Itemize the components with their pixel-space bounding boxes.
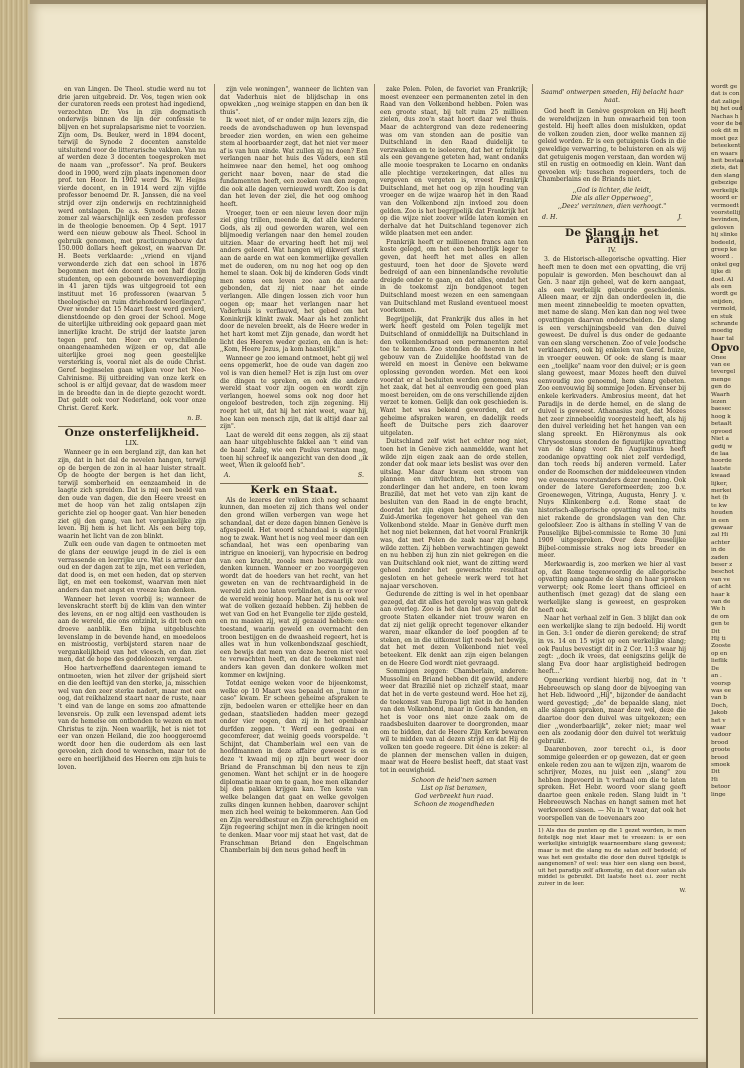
paragraph: Hoe hartverheffend daarentegen iemand te ontmoeten, wien het zilver der grijsheid siert en die den leeftijd van den sterke, ja, misschien wel van den zeer sterke nadert, maar met een oog, dat reikhalzend staart naar de ruste, naar 't eind van de lange en soms zoo afmattende levensreis. Op zulk een levenspad ademt iets van de hemelse om ontbonden te wezen en met Christus te zijn. Neen waarlijk, het is niet tot eer van onzen Heiland, die zoo hooggeroemd wordt door hen die ouderdom als een last gevoelen, zich dood te wenschen, maar tot de eere en heerlijkheid des Heeren om zijn huis te loven. [58,664,206,771]
paragraph: Ik weet niet, of er onder mijn lezers zijn, die reeds de avondschaduwen op hun levenspad breeder zien worden, en wien een geheime stem al hoorbaarder zegt, dat het niet ver meer af is van hun einde. Wat zullen zij nu doen? Een verlangen naar het huis des Vaders, een stil heimwee naar den hemel, het oog omhoog gericht naar boven, naar de stad die fundamenten heeft, een zoeken van den zegen, die ook alle dagen vernieuwd wordt. Zoo is dat dan het leven der ziel, die het oog omhoog heeft. [220,117,368,208]
column-2 [220,86,368,856]
column-rule [374,84,375,1014]
article-heading-kerk-en-staat: Kerk en Staat. [220,483,368,495]
paragraph: Daarenboven, zoor terecht o.i., is door sommige geleerden er op gewezen, dat er geen enkele reden zou aan te wijzen zijn, waarom de schrijver, Mozes, nu juist een ,,slang" zou hebben ingevoerd in 't verhaal om die te laten spreken. Het Hebr. woord voor slang geeft daartoe geen enkele reden. Slang luidt in 't Hebreeuwsch Nachas en hangt samen met het werkwoord sissen. — Nu in 't waar, dat ook het voorspellen van de toevenaars zoo [538,746,686,822]
adjacent-page-text: wordt ge dat is con dat zalige bij het oud Nachas h voor de be ook dit m moet gez beteekent en waars heit bestaa ziets, dat den slang gebezige werkelijk woord er vermoedt voorstellij bevinden, geloven hij slinke bodeeld, greep ke woord . onkel geg lijke di doel. Al als een wordt ge snijden, vermold, en stuk schrande moedig haar tal Opvo Onee van ee tevergel menge gen do Waarh lezen baesec hoog k betaalt opvoed Niet a gedij w de laa hoorde laatste kwaad lijker, merkei het (b te kw houden in een gewaar zal Hi achter in de zaden beser z beschot van ve of acht haar k van de We h de om gen te Dit Hij ti Zooste op en lieflik De an . voorsp was ee van b Doch, Jakob het v waar vadoor brood groote brood smoek Dit Hi betoor linge [711,84,744,798]
column-rule [214,84,215,1014]
paragraph: Opmerking verdient hierbij nog, dat in 't Hebreeuwsch op slang door de bijvoeging van het Heb. lidwoord ,,Hij", bijzonder de aandacht werd gevestigd; ,,de" de bepaalde slang, niet alle slangen spraken, maar deze wel, deze die daartoe door den duivel was uitgekozen; een dier ,,wonderbaarlijk", zeker niet; maar wel een als zoodanig door den duivel tot werktuig gebruikt. [538,676,686,745]
column-3 [380,86,528,812]
paragraph: zake Polen. Polen, de favoriet van Frankrijk; moest evenzeer een permanenten zetel in den Raad van den Volkenbond hebben. Polen was een groote staat, bij telt ruim 25 millioen zielen, dus zoo'n staat hoort daar wel thuis. Maar de achtergrond van deze redeneering was om van stonden aan de positie van Duitschland in den Raad duidelijk te verzwakken en te isoleeren, dat het er feitelijk als een gevangene geteten had, want ondanks alle mooie toespraken te Locarno en ondanks alle plechtige verzekeringen, dat alles nu vergeven en vergeten is, vreest Frankrijk Duitschland, met het oog op zijn houding van vroeger en de wijze waarop het in den Raad van den Volkenbond zijn invloed zou doen gelden. Zoo is het begrijpelijk dat Frankrijk het op die wijze niet zoover wilde laten komen en derhalve dat het Duitschland tegenover zich wilde plaatsen met een ander. [380,86,528,238]
paragraph: zijn vele woningen", wanneer de lichten van dat Vaderhuis niet de blijdschap in ons opwekken ,,nog weinige stappen en dan ben ik thuis". [220,86,368,116]
article-number: LIX. [125,438,139,447]
psalm-verse: Schoon de heid'nen samen List op list beramen, God verbreekt hun raad. Schoon de mogendheden [411,777,497,809]
column-1 [58,86,206,772]
paragraph: Wanneer het leven voorbij is; wanneer de levenskracht sterft bij de klim van den winter des levens, en er nog altijd een vasthouden is aan de wereld, die ons ontzinkt, is dit toch een droeve aanblik. Een bijna uitgebluschte levenslamp in de bevende hand, en moedeloos en mistroostig, verbijsterd staren naar de vergankelijkheid van het vleesch, en dan ziet men, dat de hope des goddeloozen vergaat. [58,595,206,664]
psalm-verse-end: Saamd' ontwerpen smeden, Hij belacht haar haat. [540,89,684,104]
article-heading-slang-paradijs: De Slang in het Paradijs. [538,226,686,245]
paragraph: Begrijpelijk, dat Frankrijk dus alles in het werk heeft gesteld om Polen tegelijk met Duitschland of onmiddellijk na Duitschland in den volkenbondsraad een permanenten zetel toe te kennen. Zoo stonden de heeren in het gebouw van de Zuidelijke hoofdstad van de wereld en moest in Genève een bekwame oplossing gevonden worden. Met een kooi voordat er al besluiten werden genomen, was het zaak, dat het al eenvoudig een goed plan moest bereiden, om de ons verschillende zijden verzet te komen. Gelijk dan ook geschieden is. Want het was bekend geworden, dat er geheime afspraken waren, en dadelijk reeds heeft de Duitsche pers zich daarover uitgelaten. [380,315,528,437]
paragraph: God heeft in Genève gesproken en Hij heeft de wereldwijzen in hun onwaarheid ten toon gesteld. Hij heeft alles doen mislukken, opdat de volken zouden zien, door welke mannen zij geleid worden. Er is een getuigenis Gods in die geweldige verwarring, te beluisteren en als wij dat getuigenis mogen verstaan, dan worden wij stil en rustig en ootmoedig en klein. Want dan gevoelen wij: tusschen regeerders, toch de Chamberlains en de Briands niet. [538,108,686,184]
signature: A. S. [224,471,364,479]
article-continuation-text: en van Lingen. De Theol. studie werd nu tot drie jaren uitgebreid. Dr. Vos, tegen wien ook der curatoren reeds een protest had ingediend, verzochten Dr. Vos in zijn dogmatisch onderwijs binnen de lijn der confessie te blijven en het supralapsarisme niet te voorzien. Zijn oom, Ds. Beuker, werd in 1894 docent, terwijl de Synode 2 docenten aanstelde uitsluitend voor de litterarische vakken. Van nu af werden deze 3 docenten toegesproken met de naam van ,,professor". Na prof. Beukers dood in 1900, werd zijn plaats ingenomen door prof. ten Hoor. In 1902 werd Ds. W. Heijns vierde docent, en in 1914 werd zijn vijfde professor benoemd Dr. R. Janssen, die na veel strijd over zijn onderwijs en rechtzinnigheid werd ontslagen. De a.s. Synode van dezen zomer zal waarschijnlijk een zesden professor in de theologie benoemen. Op 4 Sept. 1917 werd een nieuw gebouw als Theol. School in gebruik genomen, met practicumgebouw dat 150.000 dollars heeft gekost, en waarvan Dr. H. Beets verklaarde: ,,vriend en vijand verwonderde zich dat een school in 1876 begonnen met één docent en een half dozijn studenten, op een gebouwde bovenverdieping in 41 jaren tijds was uitgegroeid tot een instituut met 16 professoren (waarvan 5 theologische) en ruim driehonderd leerlingen". Over wonder dat 15 Maart feest werd gevierd, dienstdoende op den groei der School. Moge de uiterlijke uitbreiding ook gepaard gaan met innerlijke kracht. De strijd der laatste jaren tegen prof. ten Hoor en verschillende onaangenaamheden wijzen er op, dat alle uiterlijke groei nog geen geestelijke versterking is, vooral niet als de oude Christ. Geref. beginselen gaan wijken voor het Neo-Calvinisme. Bij uitbreiding van onze kerk en school is er altijd gevaar, dat de wasdom meer in de breedte dan in de diepte gezocht wordt. Dat geldt ook voor Nederland, ook voor onze Christ. Geref. Kerk. [58,86,206,412]
paragraph: Sommigen zeggen: Chamberlain, anderen: Mussolini en Briand hebben dit gewild, andere weer dat Brazilië niet op zichzelf staat, maar dat het in de verte gesteund werd. Hoe het zij, de toekomst van Europa ligt niet in de handen van den Volkenbond, maar in Gods handen, en het is voor ons niet onze zaak om de raadsbesluiten daarover te doorgronden, maar om te bidden, dat de Heere Zijn Kerk bewaren wil te midden van al dezen strijd en dat Hij de volken ten goede regeere. Dit ééne is zeker: al de plannen der menschen vallen in duigen, maar wat de Heere beslist heeft, dat staat vast tot in eeuwigheid. [380,668,528,774]
paragraph: Als de lezeres der volken zich nog schaamt kunnen, dan moeten zij zich thans wel onder den grond willen verbergen van wege het schandaal, dat er deze dagen binnen Genève is afgespeeld. Het woord schandaal is eigenlijk nog te zwak. Want het is nog veel meer dan een schandaal, het was een openbaring van intrigue en knoeierij, van hypocrisie en bedrog van een kracht, zooals men bezwaarlijk zou denken kunnen. Wanneer er zoo voorgegeven wordt dat de hoeders van het recht, van het geweten en van de rechtvaardigheid in de wereld zich zoo laten verblinden, dan is er voor de wereld weinig hoop. Maar het is nu ook wel wat de volken gezaaid hebben. Zij hebben de wet van God en het Evangelie ter zijde gesteld, en nu maaien zij, wat zij gezaaid hebben: een toestand, waarin geweld en overmacht den troon bestijgen en de dwaasheid regeert, het is alles wat in hun volkenbondszaal geschiedt, een bewijs dat men van deze heeren niet veel te verwachten heeft, en dat de toekomst niet anders kan geven dan donkere wolken met kommer en kwijning. [220,496,369,679]
paragraph: Frankrijk heeft er millioenen francs aan ten koste gelegd, om het een behoorlijk leger te geven, dat heeft het met alles en allen gestuurd, toen het door de Sjovete werd bedreigd of aan een binnenlandsche revolutie dreigde onder te gaan, en dat alles, omdat het in de toekomst zijn bondgenoot tegen Duitschland moest wezen en een samengaan van Duitschland met Rusland eventueel moest voorkomen. [380,238,528,315]
paragraph: Zulk een oude van dagen te ontmoeten met de glans der eeuwige jeugd in de ziel is een verrassende en leerrijke ure. Wat is armer dan oud en der dagen zat te zijn, met een verleden, dat dood is, en met een heden, dat op sterven ligt, en met een toekomst, waarvan men niet anders dan met angst en vreeze kan denken. [58,541,206,594]
paragraph: Laat de wereld dit eens zeggen, als zij staat aan haar uitgebluschte fakkel aan 't eind van de baan! Zalig, wie een Paulus verstaan mag, toen hij schreef ik aangezicht van den dood ,,ik weet, Wien ik geloofd heb". [220,431,368,470]
article-number: IV. [607,245,617,254]
adjacent-page-heading: Opvo [711,343,740,355]
footnote: 1) Als dus de punten op die 1 gezet worden, is men feitelijk nog niet klaar met te vreezen: is er een werkelijke sintuiglijk waarneembare slang geweest; maar is met die slang nu de satan zelf bedoeld; of was het een gestalte die door den duivel tijdelijk is aangenomen? of wel: was hier een slang een beest, uit het paradijs zelf afkomstig, en dat door satan als middel is gebruikt. Dit laatste heet o.i. zeer recht zuiver in de leer. W. [538,825,686,894]
quote-verse: ,,God is lichter, die leidt, Die als aller Opperwoeg", ,,Deez' verzinnen, dien verhoogt." [557,186,667,210]
signature: n. B. [187,414,202,422]
article-heading-onsterfelijkheid: Onze onsterfelijkheid. [58,426,206,438]
column-rule [532,84,533,1014]
paragraph: Totdat eenige weken voor de bijeenkomst, welke op 10 Maart was bepaald en ,,tumor in caso" kwam. Er scheen geheime afspraken te zijn, bedoelen waren er ettelijke heer en dan gedaan, staatslieden hadden meer gezegd onder vier oogen, dan zij in het openbaar durfden zeggen. 't Werd een gedraai en gecomfereer, dat weinig goeds voorspelde. 't Schijnt, dat Chamberlain wel een van de hoofdmannen in deze affaire geweest is en deze 't kwaad mij op zijn beurt weer door Briand de Franschman bij den neus te zijn genomen. Want het schijnt er in de hoogere diplomatie maar om te gaan, hoe men elkander bij den pakken krijgen kan. Ten koste van welke belangen dat gaat en welke gevolgen zulks dingen kunnen hebben, daarover schijnt men zich heel weinig te bekommeren. Aan God en Zijn wereldbestuur en Zijn gerechtigheid en Zijn regeering schijnt men in die kringen nooit te denken. Maar voor mij staat het vast, dat de Franschman Briand den Engelschman Chamberlain bij den neus gehad heeft in [220,680,368,855]
paragraph: Naar het verhaal zelf in Gen. 3 blijkt dan ook een werkelijke slang te zijn bedoeld. Hij wordt in Gen. 3:1 onder de dieren gerekend; de straf in vs. 14 en 15 wijst op een werkelijke slang; ook Paulus bevestigt dit in 2 Cor. 11:3 waar hij zegt: ,,doch ik vrees, dat eenigszins gelijk de slang Eva door haar arglistigheid bedrogen heeft..." [538,615,686,676]
column-4 [538,86,686,894]
bottom-rule [58,1018,698,1019]
paragraph: Gedurende de zitting is wel in het openbaar gezegd, dat dit alles het gevolg was van gebrek aan overleg. Zoo is het dan het gevolg dat de groote Staten elkander niet trouw waren en dat zij niet gelijk oprecht tegenover elkander waren, maar elkander de loef poogden af te steken, en in die uitkomst ligt reeds het bewijs, dat het met dezen Volkenbond niet veel beteekent. Elk denkt aan zijn eigen belangen en de Heere God wordt niet gevraagd. [380,591,528,667]
paragraph: Merkwaardig is, zoo merken we hier al vast op, dat Rome tegenwoordig de allegorische opvatting aangaande de slang en haar spreken verwerpt; ook Rome leert thans officieel en authentisch (met gezag) dat de slang een werkelijke slang is geweest, en gesproken heeft ook. [538,561,686,614]
book-page-edges [0,0,30,1068]
paragraph: Duitschland zelf wist het echter nog niet, toen het in Genève zich aanmeldde, want het wilde zijn eigen zaak aan de orde stellen, zonder dat ook maar iets beslist was over den uitslag. Maar daar kwam een stroom van plannen en uitvluchten, het eene nog zonderlinger dan het andere, en toen kwam Brazilië, dat met het veto van zijn kant de besluiten van den Raad in de engte bracht, doordat het zijn eigen belangen en die van Zuid-Amerika tegenover het geheel van den Volkenbond stelde. Maar in Genève durft men het nog niet bekennen, dat het vooral Frankrijk was, dat met Polen de zaak naar zijn hand wilde zetten. Zij hebben verwachtingen gewekt en nu hebben zij hun zin niet gekregen en die van Duitschland ook niet, want de zitting werd geheel zonder het gewenschte resultaat gesloten en het geheele werk werd tot het najaar verschoven. [380,438,528,590]
adjacent-page-edge [706,0,744,1068]
paragraph: Vroeger, toen er een nieuw leven door mijn ziel ging trillen, meende ik, dat alle kinderen Gods, als zij oud geworden waren, wel een blijmoedig verlangen naar den hemel zouden uitzien. Maar de ervaring heeft het mij wel anders geleerd. Wat hangen wij dikwerf sterk aan de aarde en wat een kommerlijke gevallen met de ouderen, om nu nog het oog op den hemel te slaan. Ook bij de kinderen Gods vindt men soms een leven zoo aan de aarde gebonden, dat zij niet naar het einde verlangen. Alle dingen lossen zich voor hun oogen op; maar het verlangen naar het Vaderhuis is verflauwd, het gebed om het Koninkrijk klinkt zwak. Maar als het zonlicht door de nevelen breekt, als de Heere weder in het hart komt met Zijn genade, dan wordt het licht des Heeren weder gezien, en dan is het: ,,Kom, Heere Jezus, ja kom haastelijk." [220,209,368,354]
paragraph: Wanneer ge zoo iemand ontmoet, hebt gij wel eens opgemerkt, hoe de oude van dagen zoo vol is van dien hemel? Het is zijn lust om over die dingen te spreken, en ook die andere wereld staat voor zijn oogen en wordt zijn verlangen, hoewel soms ook nog door het ongeloof bestreden, toch zijn zegening. Hij roept het uit, dat hij het niet weet, waar hij, hoe kan een mensch zijn, dat ik altijd daar zal zijn". [220,354,368,431]
paragraph: Wanneer ge in een bergland zijt, dan kan het zijn, dat in het dal de nevelen hangen, terwijl op de bergen de zon in al haar luister straalt. Op de hoogte der bergen is het dan licht, terwijl somberheid en eenzaamheid in de laagte zich spreiden. Dat is mij een beeld van den oude van dagen, die den Heere vreest en met de hoop van het zalig ontslapen zijn gerichte ziel op hooger gaat. Van hier beneden ziet gij den gang, van het vergankelijke zijn leven. Bij hem is het licht. Als een berg top, waarin het licht van de zon blinkt. [58,449,206,540]
paragraph: 3. de Historisch-allegorische opvatting. Hier heeft men te doen met een opvatting, die vrij populair is geworden. Men beschouwt dan al Gen. 3 naar zijn geheel, wat de kern aangaat, als een werkelijk gebeurde geschiedenis. Alleen maar, er zijn dan onderdeelen in, die men meent zinnebeeldig te moeten opvatten, met name de slang. Men kan dan nog wel twee opvattingen daarvan onderscheiden. De slang is een verschijningsbeeld van den duivel geweest. De duivel is dus onder de gedaante van een slang verschenen. Zoo of vele Joodsche verklaarders, ook bij enkelen van Geref. huize, in vroeger eeuwen. Of ook: de slang is maar een ,,toelijke" naam voor den duivel; er is geen slang geweest, maar Mozes heeft den duivel eenvoudig zoo genoemd, hem slang gebeten. Zoo eenvouwig bij sommige Joden. Ervenser bij enkele kerkvaders. Ambrosius meent, dat het Paradijs in de derde hemel, en de slang de duivel is geweest. Athanasius zegt, dat Mozes het zeer zinnebeeldig voorgesteld heeft, als hij den duivel verleiding het het hangen van een slang spreekt. En Hiëronymus als ook Chrysostomus stonden de figuurlijke opvatting van de slang voor. En Augustinus heeft zoodanige opvatting ook niet zelf verdedigd, dan toch reeds bij anderen vermeld. Later onder de Roomschen der middeleeuwen vinden we eveneens voorstanders dezer meening. Ook onder de latere Gereformeerden; zoo b.v. Groenewegen, Vitringa, Augusta, Henry J. v. Nuys Klinkenberg e.d. Rome staat de historisch-allegorische opvatting wel toe, mits niet rakende de grondslagen van den Chr. geloofsleer. Zoo is althans in stelling V van de Pauselijke Bijbel-commissie te Rome 30 Juni 1909 uitgesproken. Over deze Pauselijke Bijbel-commissie straks nog iets breeder en meer. [538,256,686,560]
signature: d. H. J. [542,213,682,221]
